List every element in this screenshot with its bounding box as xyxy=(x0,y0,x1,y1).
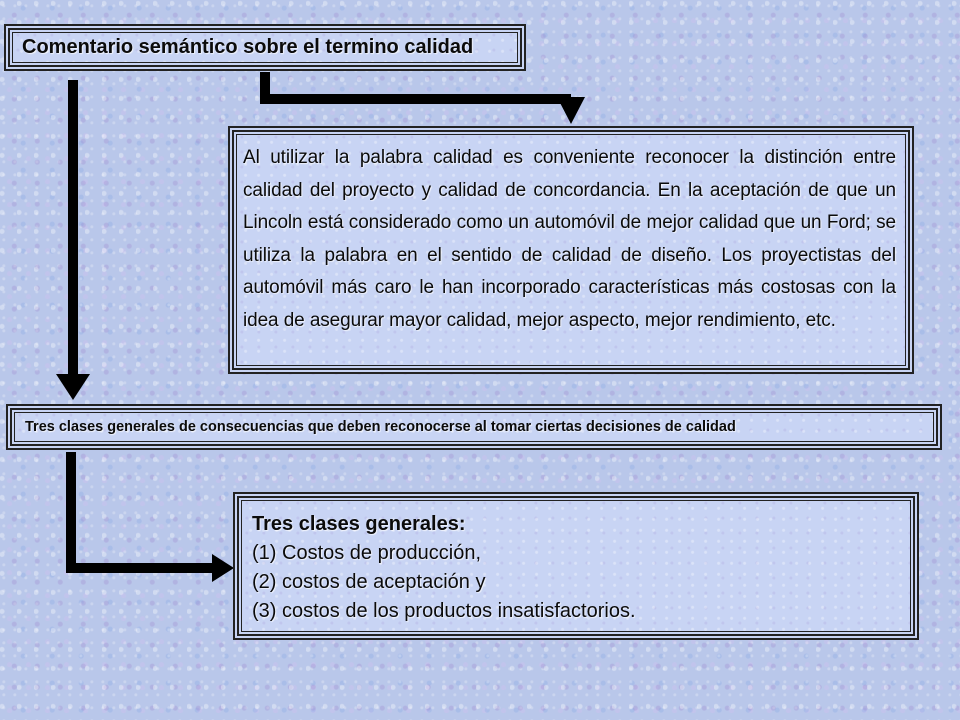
arrow-title-to-description xyxy=(260,72,585,124)
title-box xyxy=(4,24,526,71)
arrow-consequences-to-classes xyxy=(66,452,234,582)
classes-heading: Tres clases generales: xyxy=(252,513,466,535)
classes-box xyxy=(233,492,919,640)
arrow-title-to-consequences xyxy=(56,80,90,400)
class-item: (1) Costos de producción, xyxy=(252,542,482,564)
consequences-box xyxy=(6,404,942,450)
description-box xyxy=(228,126,914,374)
title-text: Comentario semántico sobre el termino calidad xyxy=(22,36,474,58)
class-item: (2) costos de aceptación y xyxy=(252,571,486,593)
consequences-text: Tres clases generales de consecuencias que deben reconocerse al tomar ciertas decisiones de calidad xyxy=(25,419,736,435)
description-text: Al utilizar la palabra calidad es conveniente reconocer la distinción entre calidad del proyecto y calidad de concordancia. En la aceptación de que un Lincoln está considerado como un automóvil de mejor calidad que un Ford; se utiliza la palabra en el sentido de calidad de diseño. Los proyectistas del automóvil más caro le han incorporado características más costosas con la idea de asegurar mayor calidad, mejor aspecto, mejor rendimiento, etc. xyxy=(243,147,896,331)
class-item: (3) costos de los productos insatisfactorios. xyxy=(252,600,636,622)
